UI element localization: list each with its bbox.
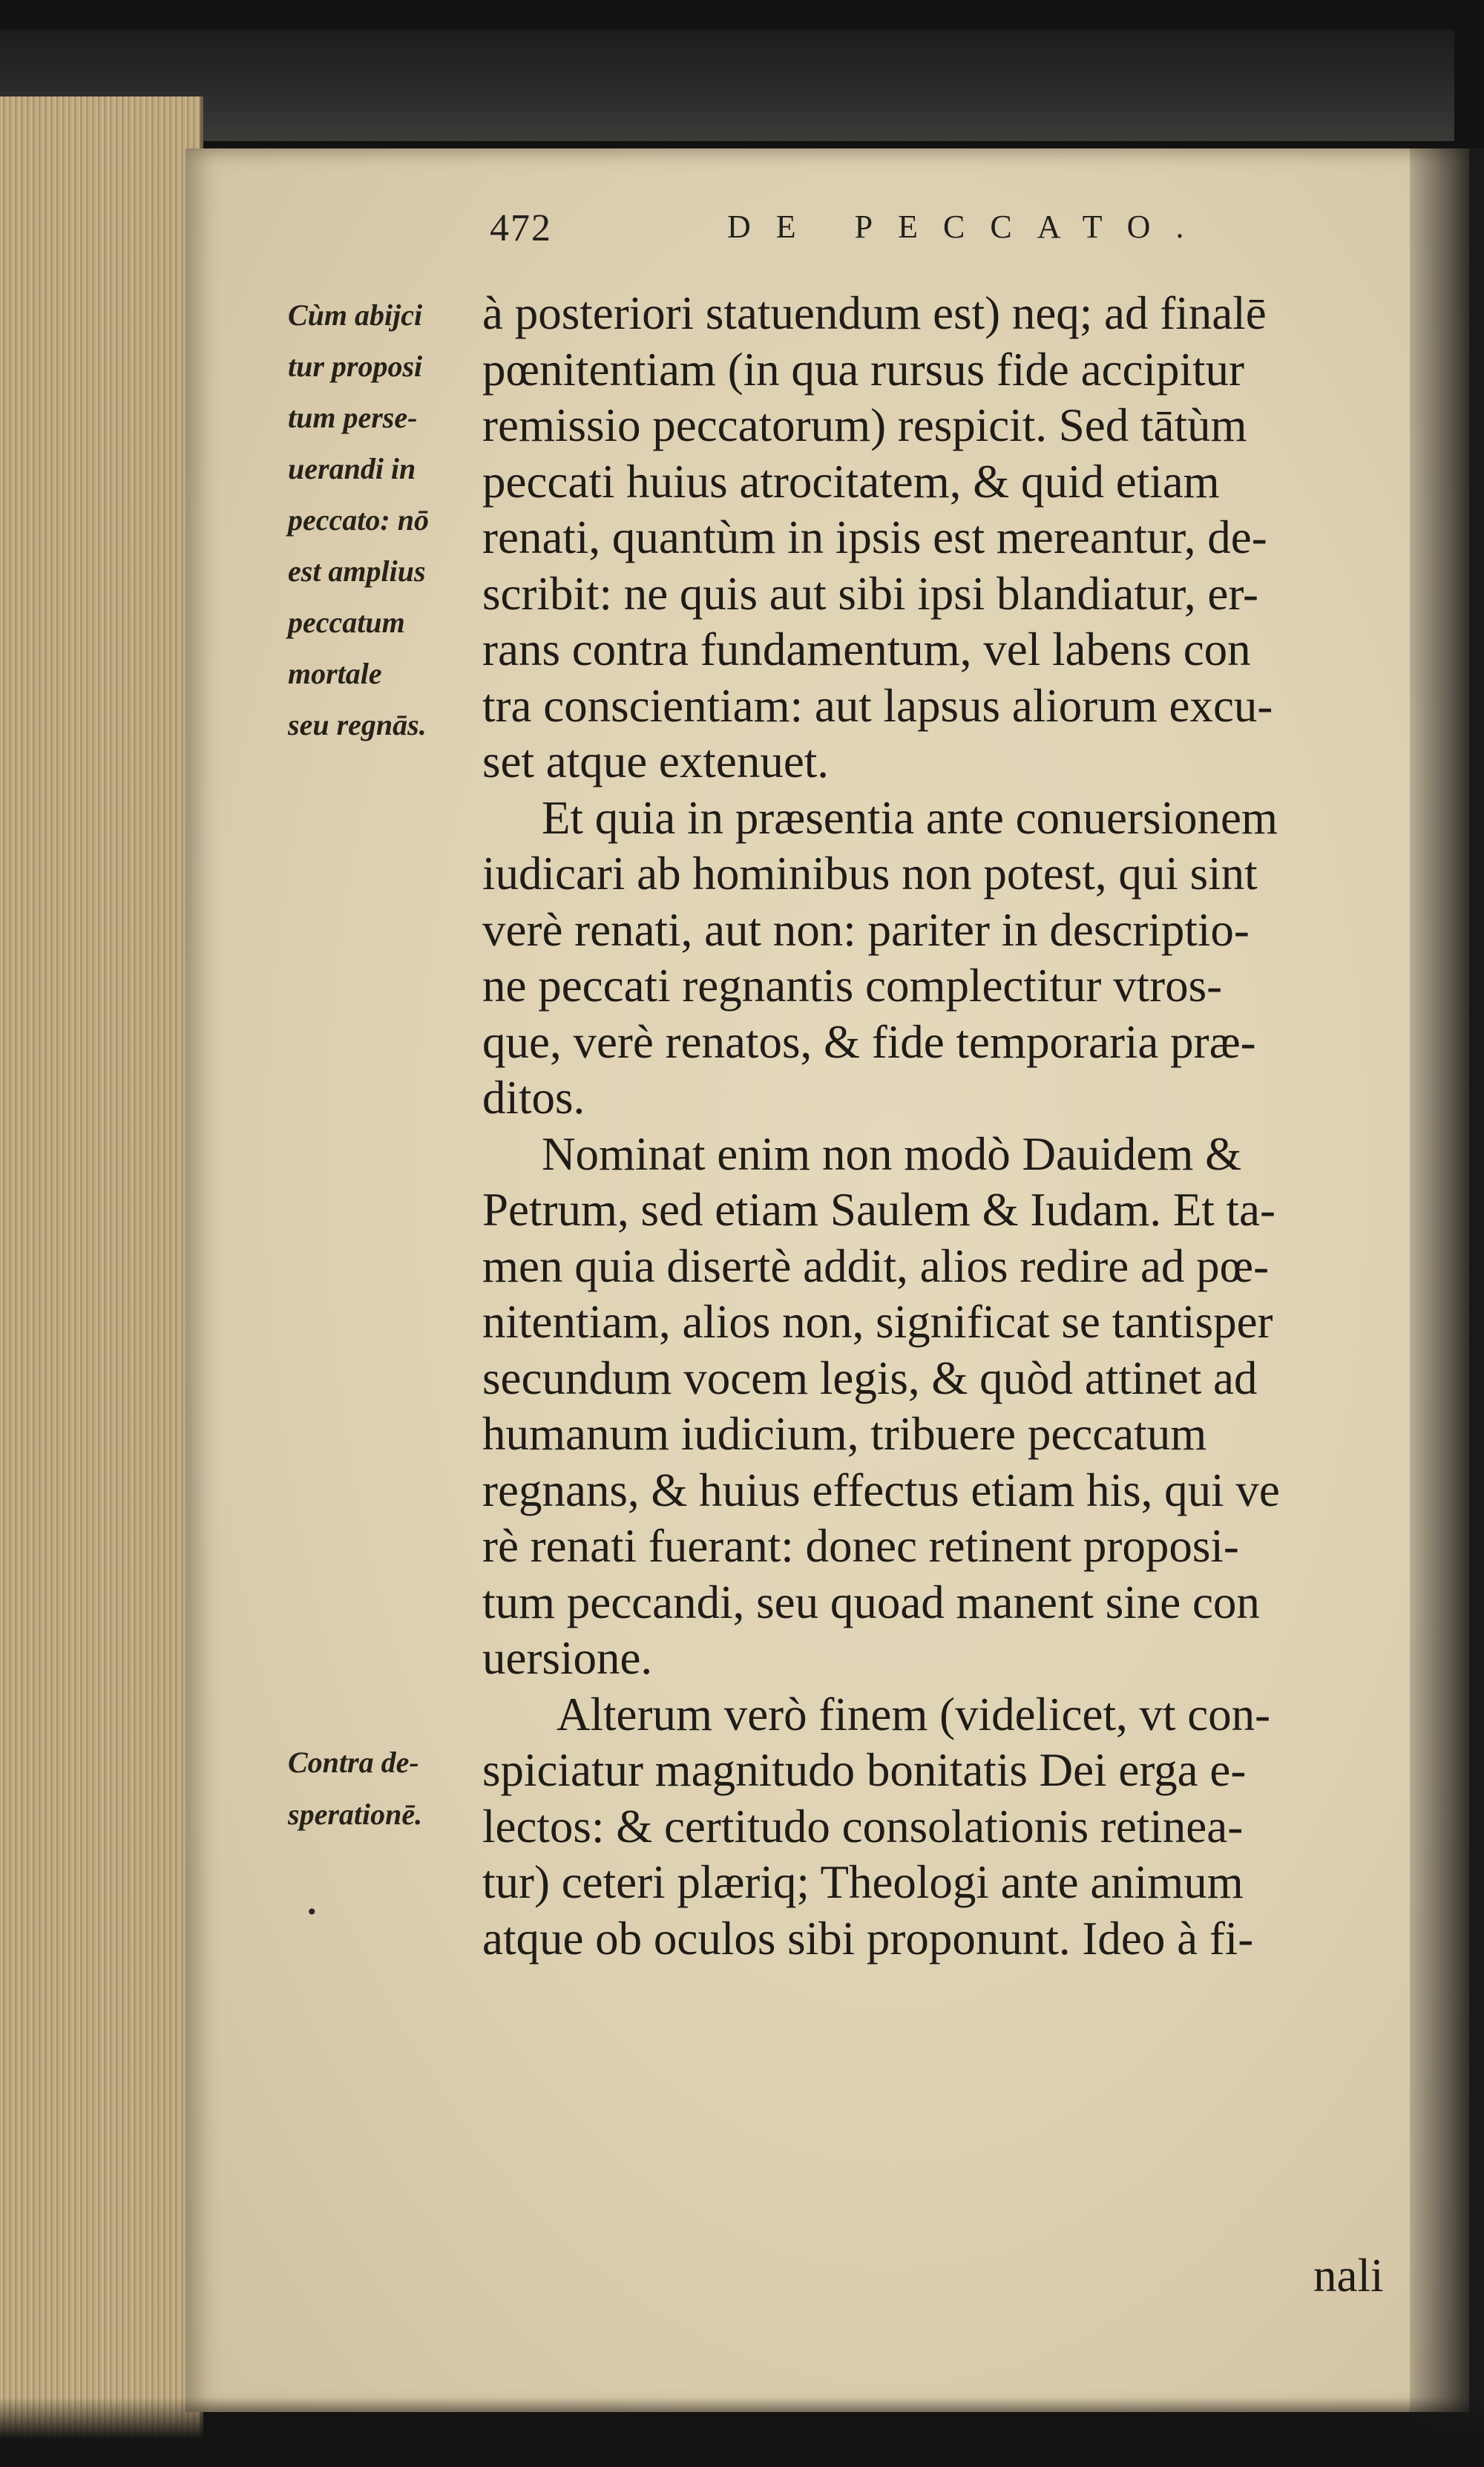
- margin-note-line: Cùm abijci: [288, 298, 423, 332]
- book-top-edge: [0, 30, 1454, 141]
- running-head-title: DE PECCATO.: [727, 209, 1209, 245]
- text-line: Petrum, sed etiam Saulem & Iudam. Et ta-: [482, 1184, 1276, 1236]
- text-line: tum peccandi, seu quoad manent sine con: [482, 1576, 1260, 1628]
- text-line: nitentiam, alios non, significat se tantisper: [482, 1296, 1273, 1348]
- text-line: men quia disertè addit, alios redire ad pœ-: [482, 1239, 1270, 1292]
- text-line: regnans, & huius effectus etiam his, qui ve: [482, 1464, 1280, 1516]
- text-line: tur) ceteri plæriq; Theologi ante animum: [482, 1856, 1244, 1908]
- margin-note-2: [288, 1737, 503, 1841]
- margin-note-line: tur proposi: [288, 350, 423, 383]
- text-line: à posteriori statuendum est) neq; ad finalē: [482, 287, 1267, 339]
- page-bottom-shadow: [0, 2397, 1484, 2467]
- text-line: lectos: & certitudo consolationis retinea-: [482, 1800, 1244, 1852]
- text-line: ditos.: [482, 1072, 585, 1124]
- text-line: ne peccati regnantis complectitur vtros-: [482, 960, 1223, 1012]
- text-line: rè renati fuerant: donec retinent proposi-: [482, 1520, 1239, 1572]
- page-gutter-shadow: [1410, 148, 1484, 2467]
- text-line: remissio peccatorum) respicit. Sed tātùm: [482, 399, 1247, 451]
- margin-bullet-mark: •: [306, 1900, 318, 1924]
- book-page-edges: [0, 96, 203, 2467]
- text-line: pœnitentiam (in qua rursus fide accipitur: [482, 343, 1244, 396]
- margin-note-line: sperationē.: [288, 1798, 423, 1831]
- text-line: iudicari ab hominibus non potest, qui sint: [482, 848, 1258, 900]
- margin-note-line: peccato: nō: [288, 503, 429, 537]
- text-line: Et quia in præsentia ante conuersionem: [542, 791, 1278, 844]
- text-line: uersione.: [482, 1632, 653, 1684]
- margin-note-line: peccatum: [288, 606, 405, 639]
- margin-note-line: seu regnās.: [288, 708, 427, 741]
- text-line: atque ob oculos sibi proponunt. Ideo à fi-: [482, 1912, 1254, 1965]
- text-line: humanum iudicium, tribuere peccatum: [482, 1408, 1207, 1460]
- margin-note-line: tum perse-: [288, 401, 418, 434]
- margin-note-line: mortale: [288, 657, 382, 690]
- text-line: scribit: ne quis aut sibi ipsi blandiatur, er-: [482, 567, 1259, 620]
- margin-note-line: Contra de-: [288, 1746, 419, 1779]
- page-number: 472: [490, 207, 552, 249]
- text-line: set atque extenuet.: [482, 735, 830, 787]
- text-line: Nominat enim non modò Dauidem &: [542, 1127, 1242, 1180]
- text-line: que, verè renatos, & fide temporaria præ-: [482, 1015, 1256, 1068]
- text-line: secundum vocem legis, & quòd attinet ad: [482, 1352, 1258, 1404]
- text-line: spiciatur magnitudo bonitatis Dei erga e-: [482, 1744, 1247, 1796]
- running-head: [490, 206, 1232, 266]
- text-line: verè renati, aut non: pariter in descriptio-: [482, 903, 1250, 956]
- text-line: peccati huius atrocitatem, & quid etiam: [482, 455, 1220, 508]
- text-line: rans contra fundamentum, vel labens con: [482, 623, 1251, 675]
- text-line: tra conscientiam: aut lapsus aliorum excu-: [482, 679, 1273, 732]
- text-line: renati, quantùm in ipsis est mereantur, de-: [482, 511, 1267, 563]
- margin-note-line: est amplius: [288, 554, 426, 588]
- margin-note-line: uerandi in: [288, 452, 416, 485]
- margin-note-1: [288, 289, 503, 750]
- text-line: Alterum verò finem (videlicet, vt con-: [556, 1688, 1271, 1740]
- catchword: nali: [1313, 2250, 1384, 2301]
- body-text: [482, 286, 1395, 1967]
